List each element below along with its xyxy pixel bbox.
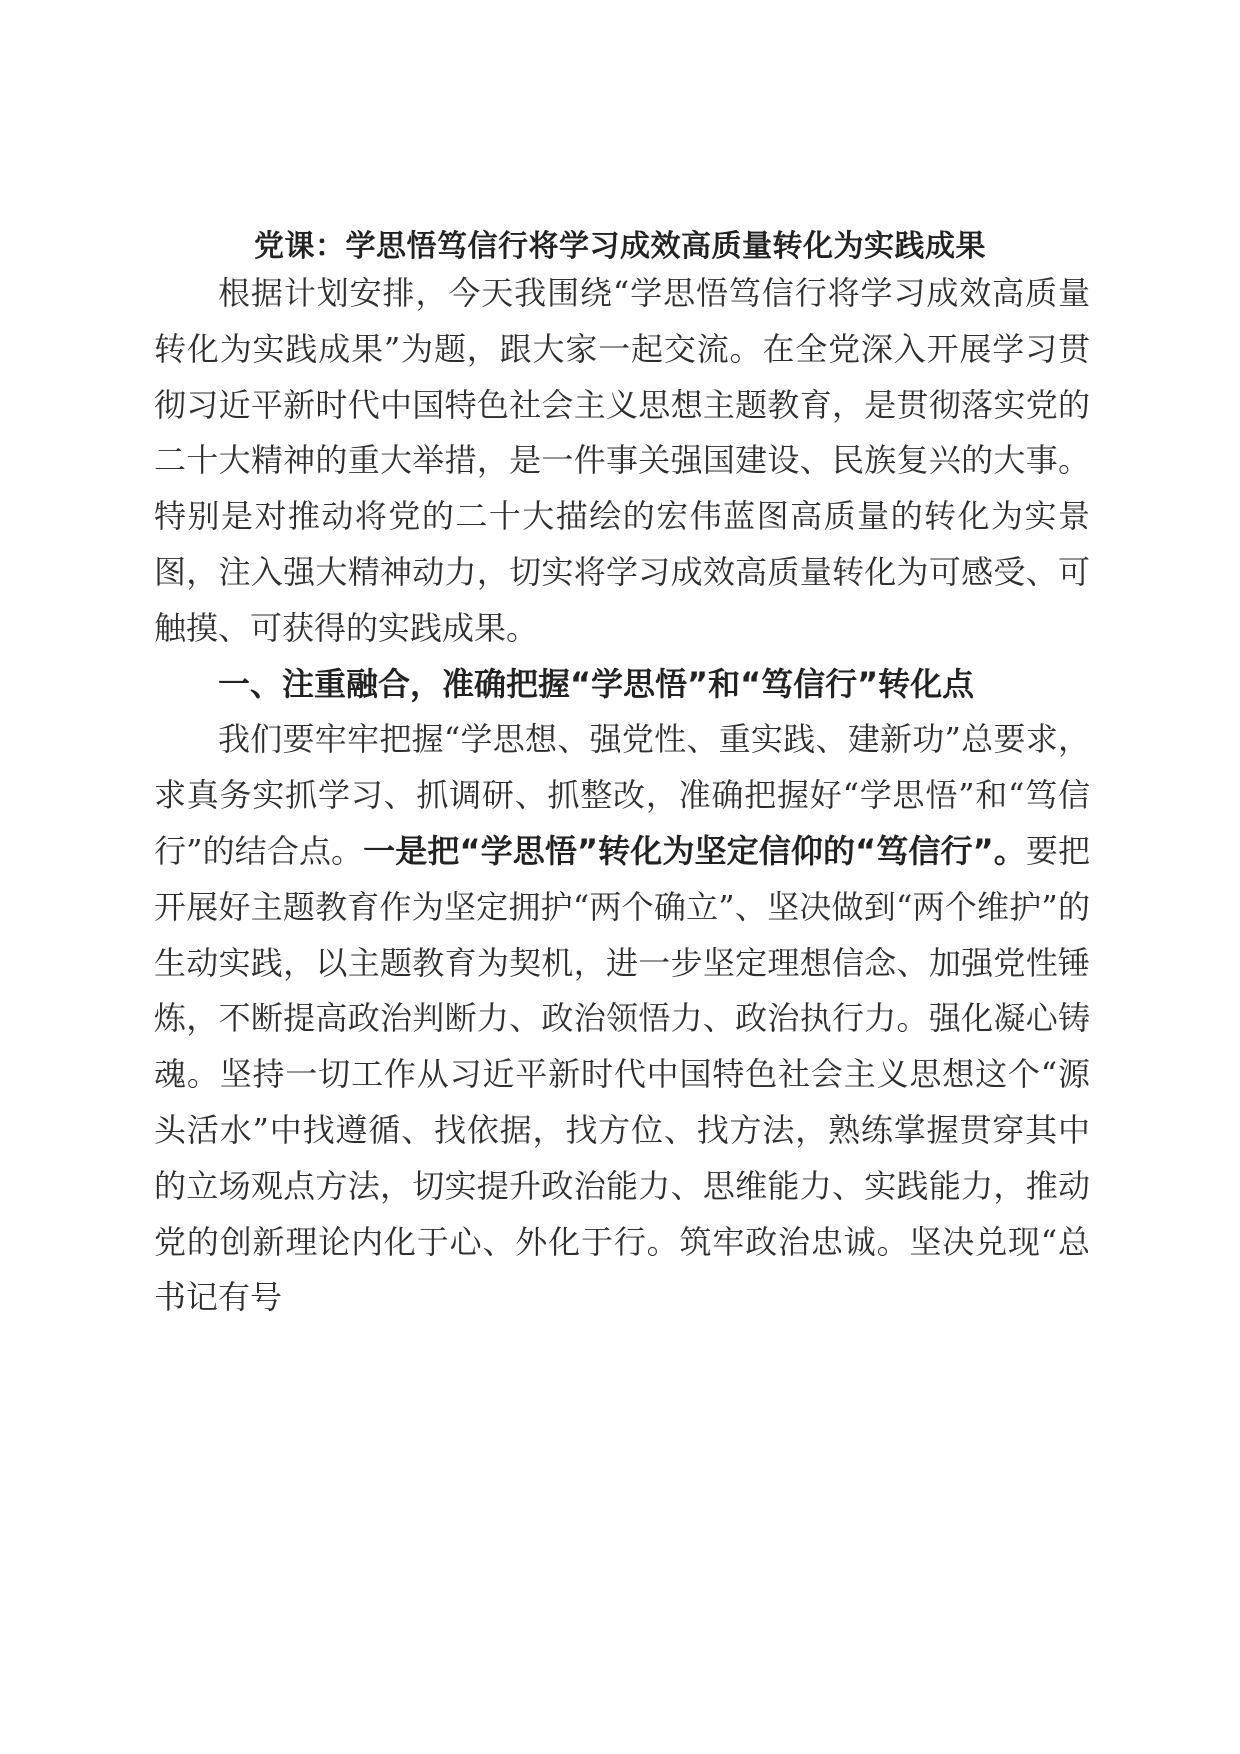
section-1-point-1-emphasis: 一是把“学思悟”转化为坚定信仰的“笃信行”。: [363, 831, 1026, 870]
section-1-paragraph: [154, 712, 1090, 1326]
section-1-paragraph-lead: 我们要牢牢把握“学思想、强党性、重实践、建新功”总要求，求真务实抓学习、抓调研、抓整改，准确把握好“学思悟”和“笃信行”的结合点。: [154, 720, 1090, 870]
document-title: 党课：学思悟笃信行将学习成效高质量转化为实践成果: [254, 229, 986, 264]
section-1-paragraph-rest: 要把开展好主题教育作为坚定拥护“两个确立”、坚决做到“两个维护”的生动实践，以主题教育为契机，进一步坚定理想信念、加强党性锤炼，不断提高政治判断力、政治领悟力、政治执行力。强化凝心铸魂。坚持一切工作从习近平新时代中国特色社会主义思想这个“源头活水”中找遵循、找依据，找方位、找方法，熟练掌握贯穿其中的立场观点方法，切实提升政治能力、思维能力、实践能力，推动党的创新理论内化于心、外化于行。筑牢政治忠诚。坚决兑现“总书记有号: [154, 831, 1090, 1317]
section-1-heading: 一、注重融合，准确把握“学思悟”和“笃信行”转化点: [218, 664, 975, 703]
intro-paragraph: 根据计划安排，今天我围绕“学思悟笃信行将学习成效高质量转化为实践成果”为题，跟大家一起交流。在全党深入开展学习贯彻习近平新时代中国特色社会主义思想主题教育，是贯彻落实党的二十大精神的重大举措，是一件事关强国建设、民族复兴的大事。特别是对推动将党的二十大描绘的宏伟蓝图高质量的转化为实景图，注入强大精神动力，切实将学习成效高质量转化为可感受、可触摸、可获得的实践成果。: [154, 274, 1090, 647]
document-body: [154, 266, 1090, 1326]
